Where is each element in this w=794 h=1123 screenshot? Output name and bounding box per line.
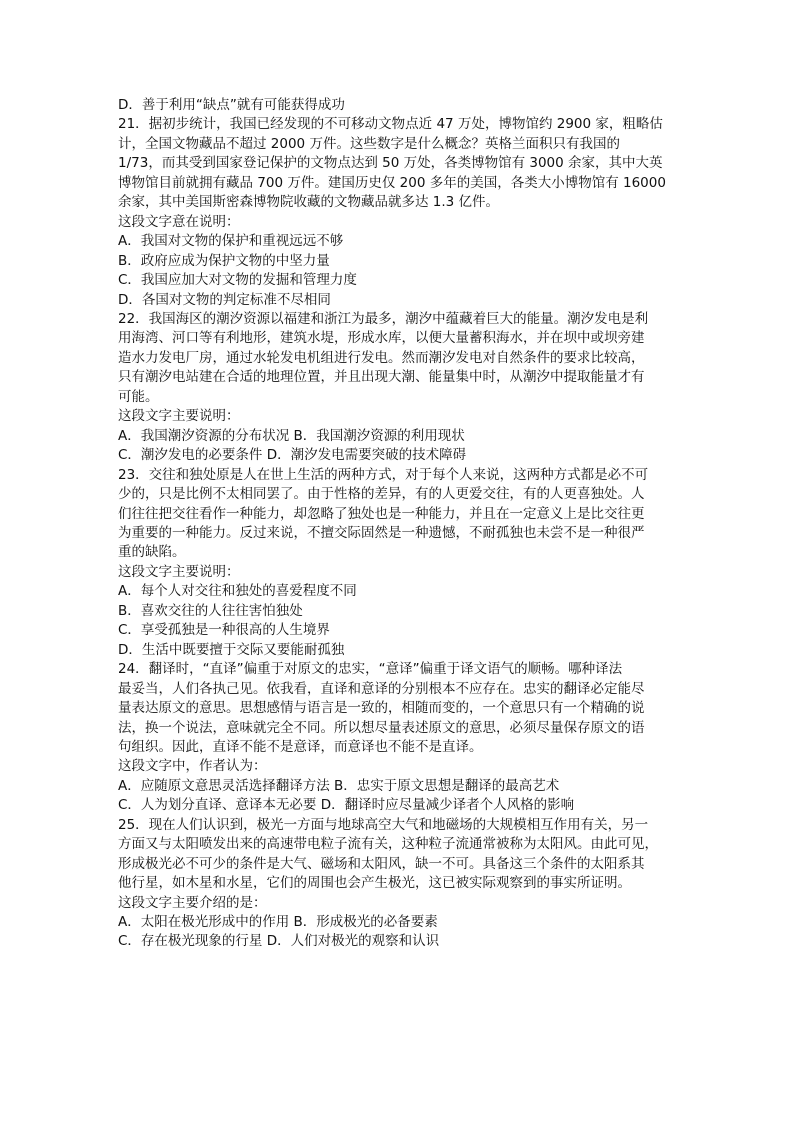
- text-line: 造水力发电厂房，通过水轮发电机组进行发电。然而潮汐发电对自然条件的要求比较高，: [118, 349, 645, 366]
- text-line: 少的，只是比例不太相同罢了。由于性格的差异，有的人更爱交往，有的人更喜独处。人: [118, 486, 645, 503]
- text-line: 句组织。因此，直译不能不是意译，而意译也不能不是直译。: [118, 738, 483, 755]
- text-line: B．喜欢交往的人往往害怕独处: [118, 602, 303, 619]
- text-line: C．人为划分直译、意译本无必要 D．翻译时应尽量减少译者个人风格的影响: [118, 797, 575, 814]
- text-line: 他行星，如木星和水星，它们的周围也会产生极光，这已被实际观察到的事实所证明。: [118, 875, 631, 892]
- text-line: A．我国对文物的保护和重视远远不够: [118, 233, 344, 250]
- text-line: A．我国潮汐资源的分布状况 B．我国潮汐资源的利用现状: [118, 427, 465, 444]
- text-line: 这段文字意在说明：: [118, 213, 240, 230]
- text-line: C．我国应加大对文物的发掘和管理力度: [118, 272, 357, 289]
- text-line: 这段文字中，作者认为：: [118, 758, 267, 775]
- text-line: 这段文字主要说明：: [118, 408, 240, 425]
- text-line: C．存在极光现象的行星 D．人们对极光的观察和认识: [118, 933, 440, 950]
- text-line: 1/73，而其受到国家登记保护的文物点达到 50 万处，各类博物馆有 3000 余家，其中大英: [118, 155, 663, 172]
- text-line: 形成极光必不可少的条件是大气、磁场和太阳风，缺一不可。具备这三个条件的太阳系其: [118, 855, 645, 872]
- text-line: A．太阳在极光形成中的作用 B．形成极光的必备要素: [118, 914, 438, 931]
- text-line: 23．交往和独处原是人在世上生活的两种方式，对于每个人来说，这两种方式都是必不可: [118, 466, 649, 483]
- text-line: 量表达原文的意思。思想感情与语言是一致的，相随而变的，一个意思只有一个精确的说: [118, 700, 645, 717]
- text-line: 最妥当，人们各执己见。依我看，直译和意译的分别根本不应存在。忠实的翻译必定能尽: [118, 680, 645, 697]
- text-line: C．潮汐发电的必要条件 D．潮汐发电需要突破的技术障碍: [118, 447, 467, 464]
- text-line: 方面又与太阳喷发出来的高速带电粒子流有关，这种粒子流通常被称为太阳风。由此可见，: [118, 836, 658, 853]
- text-line: A．每个人对交往和独处的喜爱程度不同: [118, 583, 357, 600]
- text-line: D．善于利用“缺点”就有可能获得成功: [118, 97, 345, 113]
- text-line: 博物馆目前就拥有藏品 700 万件。建国历史仅 200 多年的美国，各类大小博物馆有 16000: [118, 174, 666, 191]
- text-line: D．生活中既要擅于交际又要能耐孤独: [118, 641, 345, 658]
- text-line: 可能。: [118, 388, 159, 405]
- document-body: [118, 96, 666, 952]
- text-line: A．应随原文意思灵活选择翻译方法 B．忠实于原文思想是翻译的最高艺术: [118, 777, 560, 794]
- text-line: 25．现在人们认识到，极光一方面与地球高空大气和地磁场的大规模相互作用有关，另一: [118, 816, 649, 833]
- text-line: 为重要的一种能力。反过来说，不擅交际固然是一种遗憾，不耐孤独也未尝不是一种很严: [118, 524, 645, 541]
- text-line: 这段文字主要说明：: [118, 563, 240, 580]
- text-line: 22．我国海区的潮汐资源以福建和浙江为最多，潮汐中蕴藏着巨大的能量。潮汐发电是利: [118, 310, 649, 327]
- text-line: 们往往把交往看作一种能力，却忽略了独处也是一种能力，并且在一定意义上是比交往更: [118, 505, 645, 522]
- text-line: 用海湾、河口等有利地形，建筑水堤，形成水库，以便大量蓄积海水，并在坝中或坝旁建: [118, 330, 645, 347]
- text-line: C．享受孤独是一种很高的人生境界: [118, 622, 330, 639]
- text-line: 24．翻译时，“直译”偏重于对原文的忠实，“意译”偏重于译文语气的顺畅。哪种译法: [118, 661, 623, 678]
- text-line: 这段文字主要介绍的是：: [118, 894, 267, 911]
- text-line: D．各国对文物的判定标准不尽相同: [118, 291, 331, 308]
- text-line: 只有潮汐电站建在合适的地理位置，并且出现大潮、能量集中时，从潮汐中提取能量才有: [118, 369, 645, 386]
- text-line: B．政府应成为保护文物的中坚力量: [118, 252, 330, 269]
- text-line: 余家，其中美国斯密森博物院收藏的文物藏品就多达 1.3 亿件。: [118, 194, 500, 211]
- text-line: 计，全国文物藏品不超过 2000 万件。这些数字是什么概念？英格兰面积只有我国的: [118, 135, 620, 152]
- text-line: 21．据初步统计，我国已经发现的不可移动文物点近 47 万处，博物馆约 2900 家，粗略估: [118, 116, 663, 133]
- text-line: 法，换一个说法，意味就完全不同。所以想尽量表述原文的意思，必须尽量保存原文的语: [118, 719, 645, 736]
- text-line: 重的缺陷。: [118, 544, 186, 561]
